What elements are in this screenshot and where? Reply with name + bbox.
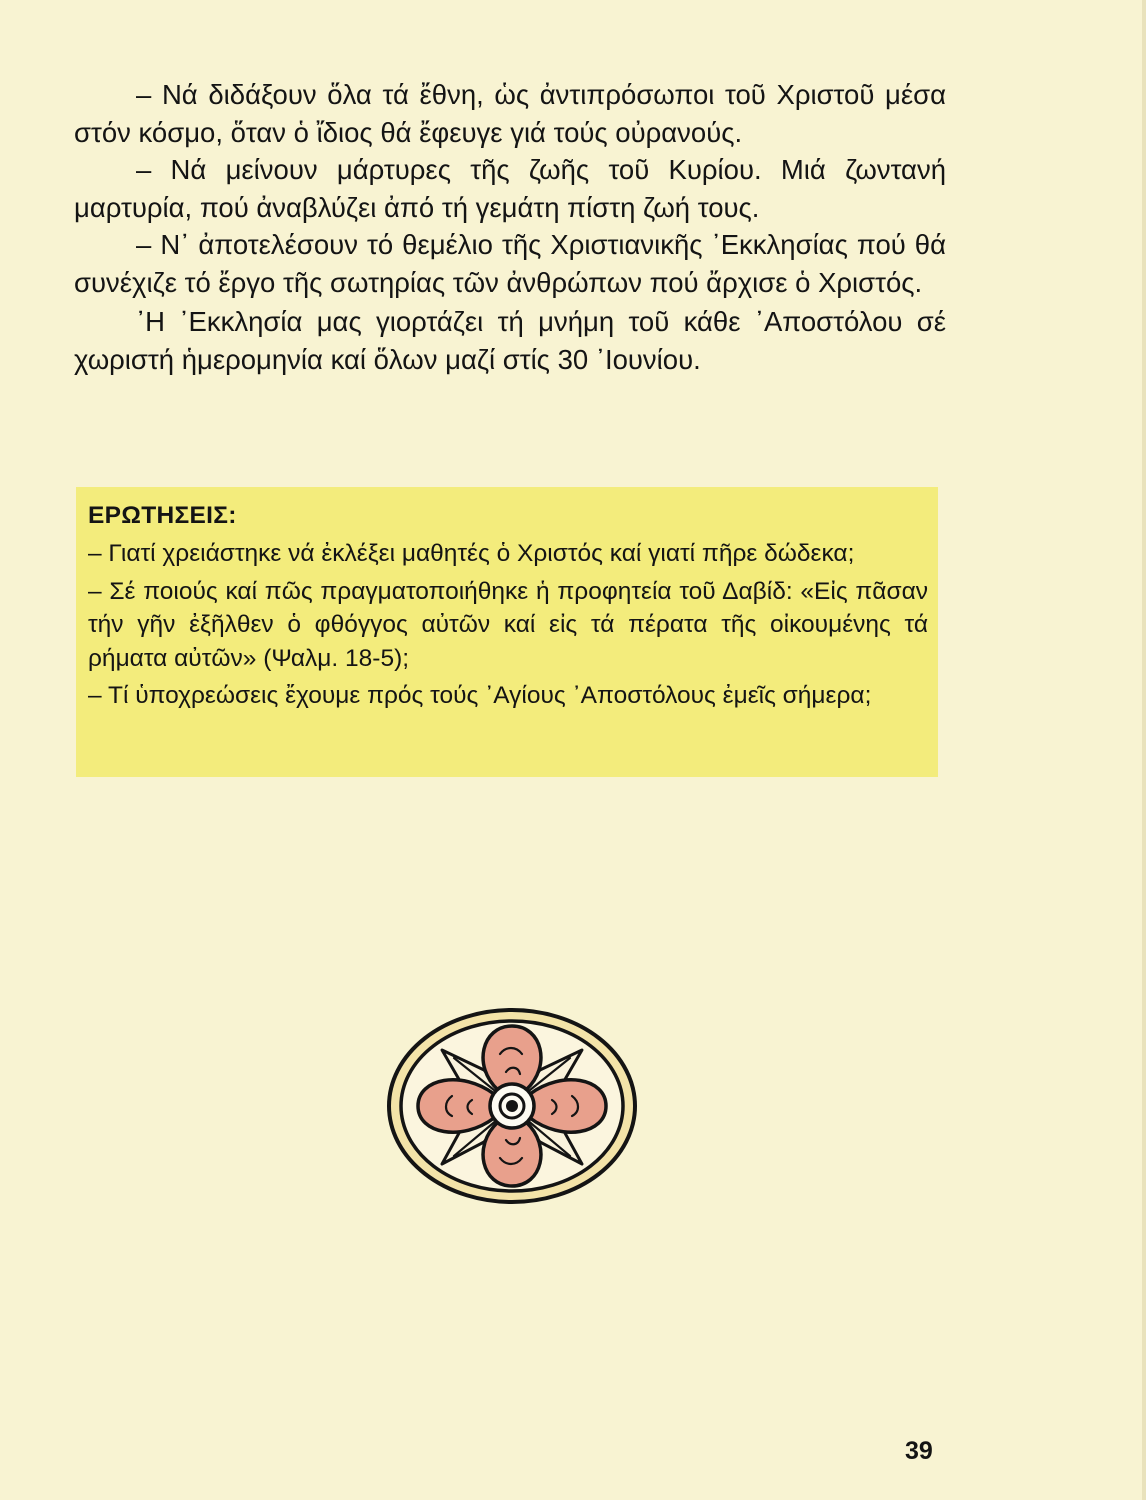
questions-title: ΕΡΩΤΗΣΕΙΣ: (88, 502, 237, 529)
body-text (74, 76, 946, 378)
paragraph-teach-nations: – Νά διδάξουν ὅλα τά ἔθνη, ὡς ἀντιπρόσωποι τοῦ Χριστοῦ μέσα στόν κόσμο, ὅταν ὁ ἴδιος θά ἔφευγε γιά τούς οὐρανούς. (74, 79, 946, 148)
question-item: – Σέ ποιούς καί πῶς πραγματοποιήθηκε ἡ προφητεία τοῦ Δαβίδ: «Εἰς πᾶσαν τήν γῆν ἐξῆλθεν ὁ φθόγγος αὐτῶν καί εἰς τά πέρατα τῆς οἰκουμένης τά ρήματα αὐτῶν» (Ψαλμ. 18-5); (88, 577, 928, 672)
question-item: – Τί ὑποχρεώσεις ἔχουμε πρός τούς ᾿Αγίους ᾿Αποστόλους ἐμεῖς σήμερα; (88, 682, 872, 709)
paragraph-feast-day: ᾿Η ᾿Εκκλησία μας γιορτάζει τή μνήμη τοῦ κάθε ᾿Αποστόλου σέ χωριστή ἡμερομηνία καί ὅλων μαζί στίς 30 ᾿Ιουνίου. (74, 306, 946, 375)
flower-rosette-icon (383, 1006, 641, 1206)
paragraph-witnesses: – Νά μείνουν μάρτυρες τῆς ζωῆς τοῦ Κυρίου. Μιά ζωντανή μαρτυρία, πού ἀναβλύζει ἀπό τή γεμάτη πίστη ζωή τους. (74, 154, 946, 223)
questions-box (76, 487, 938, 777)
question-item: – Γιατί χρειάστηκε νά ἐκλέξει μαθητές ὁ Χριστός καί γιατί πῆρε δώδεκα; (88, 540, 855, 567)
paragraph-foundation: – Ν᾿ ἀποτελέσουν τό θεμέλιο τῆς Χριστιανικῆς ᾿Εκκλησίας πού θά συνέχιζε τό ἔργο τῆς σωτηρίας τῶν ἀνθρώπων πού ἄρχισε ὁ Χριστός. (74, 229, 946, 298)
page-number: 39 (905, 1437, 933, 1465)
